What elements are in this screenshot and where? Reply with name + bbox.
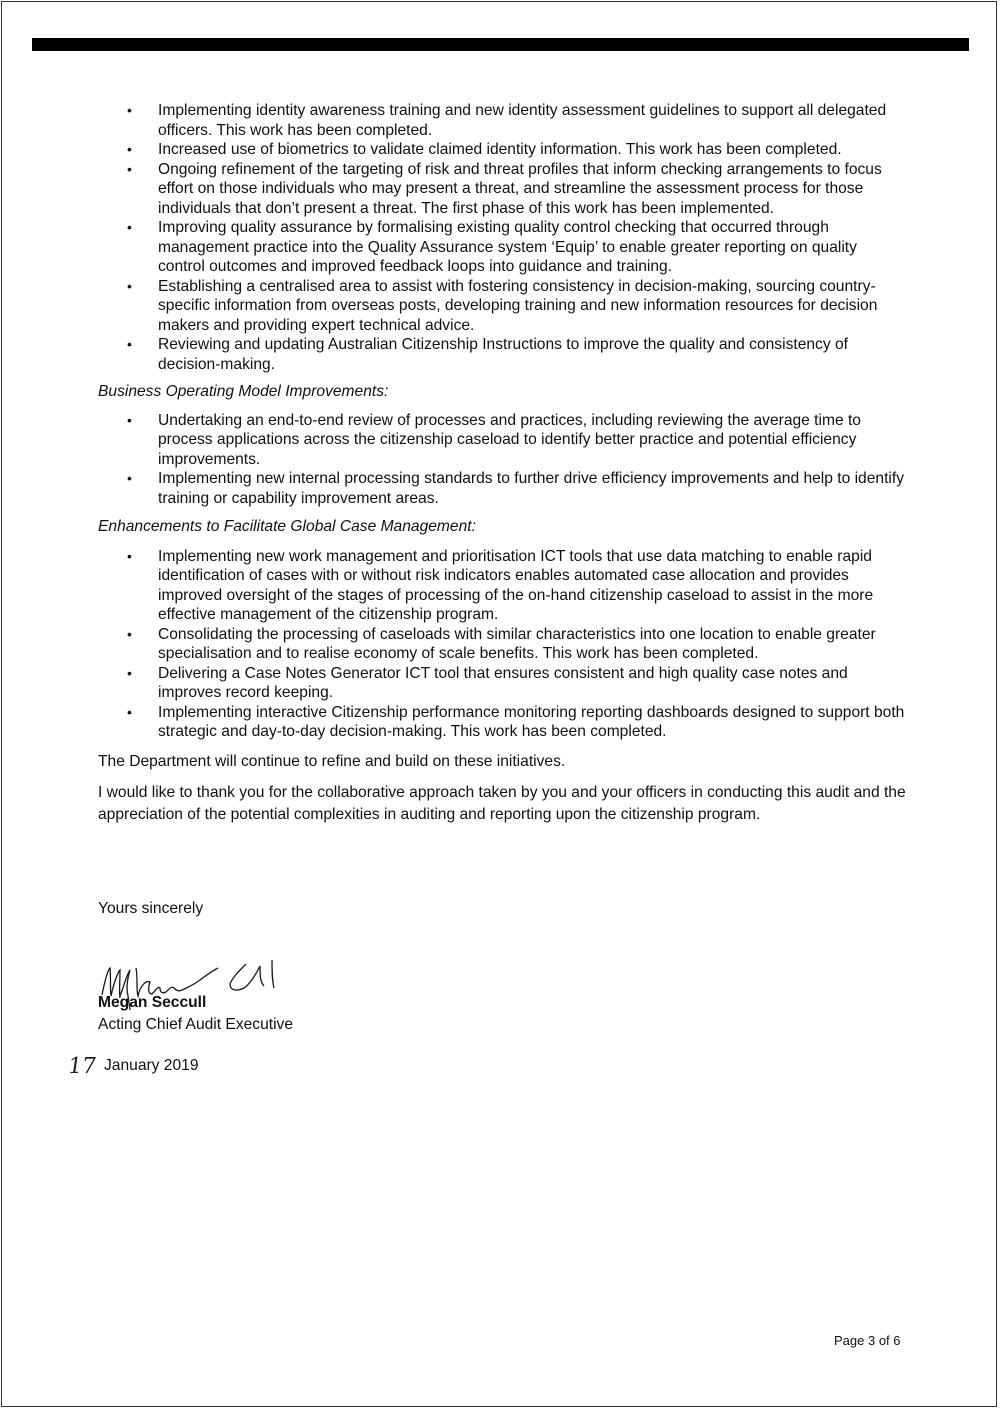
bullet-icon: • [127,470,132,486]
page-number: Page 3 of 6 [834,1333,901,1348]
header-bar [32,38,969,51]
signoff: Yours sincerely [98,900,204,917]
list-item-text: Implementing interactive Citizenship performance monitoring reporting dashboards designed to support both strategic and day-to-day decision-making. This work has been completed. [158,703,905,740]
section-heading-business: Business Operating Model Improvements: [98,383,389,400]
list-item [98,101,908,140]
list-item [98,664,908,703]
bullet-icon: • [127,625,132,642]
list-item [98,625,908,664]
list-item-text: Undertaking an end-to-end review of processes and practices, including reviewing the average time to process applications across the citizenship caseload to identify better practice and potential efficiency improvements. [158,411,861,468]
list-item-text: Increased use of biometrics to validate claimed identity information. This work has been completed. [158,141,842,158]
list-item [98,140,908,160]
bullet-icon: • [127,277,132,294]
signer-name: Megan Seccull [98,994,207,1011]
signer-title: Acting Chief Audit Executive [98,1016,294,1033]
list-item-text: Implementing identity awareness training and new identity assessment guidelines to support all delegated officers. This work has been completed. [158,102,887,139]
date-day-handwritten: 17 [66,1054,98,1079]
list-item-text: Delivering a Case Notes Generator ICT tool that ensures consistent and high quality case notes and improves record keeping. [158,664,848,701]
bullet-icon: • [127,547,132,564]
date-month-year: January 2019 [104,1057,199,1074]
list-item [98,335,908,374]
letter-body [98,101,908,825]
list-item [98,411,908,470]
bullet-icon: • [127,102,132,118]
list-item-text: Implementing new internal processing standards to further drive efficiency improvements and help to identify training or capability improvement areas. [158,470,905,507]
list-item-text: Implementing new work management and prioritisation ICT tools that use data matching to enable rapid identification of cases with or without risk indicators enables automated case allocation and provides improved oversight of the stages of processing of the on-hand citizenship caseload to assist in the more effective management of the citizenship program. [158,547,874,623]
bullet-icon: • [127,411,132,428]
list-item [98,703,908,742]
paragraph-continue: The Department will continue to refine and build on these initiatives. [98,752,566,770]
bullet-list-business [98,411,908,509]
list-item [98,469,908,508]
list-item [98,218,908,277]
bullet-icon: • [127,703,132,720]
list-item [98,160,908,219]
list-item-text: Consolidating the processing of caseloads with similar characteristics into one location to enable greater specialisation and to realise economy of scale benefits. This work has been completed. [158,625,876,662]
bullet-icon: • [127,141,132,157]
bullet-list-enhancements [98,547,908,742]
list-item [98,547,908,625]
bullet-icon: • [127,664,132,681]
bullet-icon: • [127,160,132,177]
list-item [98,277,908,336]
list-item-text: Reviewing and updating Australian Citizenship Instructions to improve the quality and consistency of decision-making. [158,336,848,373]
paragraph-thanks: I would like to thank you for the collaborative approach taken by you and your officers in conducting this audit and the appreciation of the potential complexities in auditing and reporting upon the citizenship program. [98,784,906,823]
list-item-text: Ongoing refinement of the targeting of risk and threat profiles that inform checking arrangements to focus effort on those individuals who may present a threat, and streamline the assessment process for those individuals that don’t present a threat. The first phase of this work has been implemented. [158,160,882,217]
section-heading-enhancements: Enhancements to Facilitate Global Case Management: [98,518,476,535]
list-item-text: Establishing a centralised area to assist with fostering consistency in decision-making, sourcing country-specific information from overseas posts, developing training and new information resources for decision makers and providing expert technical advice. [158,277,878,334]
bullet-icon: • [127,336,132,352]
bullet-icon: • [127,219,132,235]
bullet-list-identity [98,101,908,374]
list-item-text: Improving quality assurance by formalising existing quality control checking that occurred through management practice into the Quality Assurance system ‘Equip’ to enable greater reporting on quality control outcomes and improved feedback loops into guidance and training. [158,219,857,275]
